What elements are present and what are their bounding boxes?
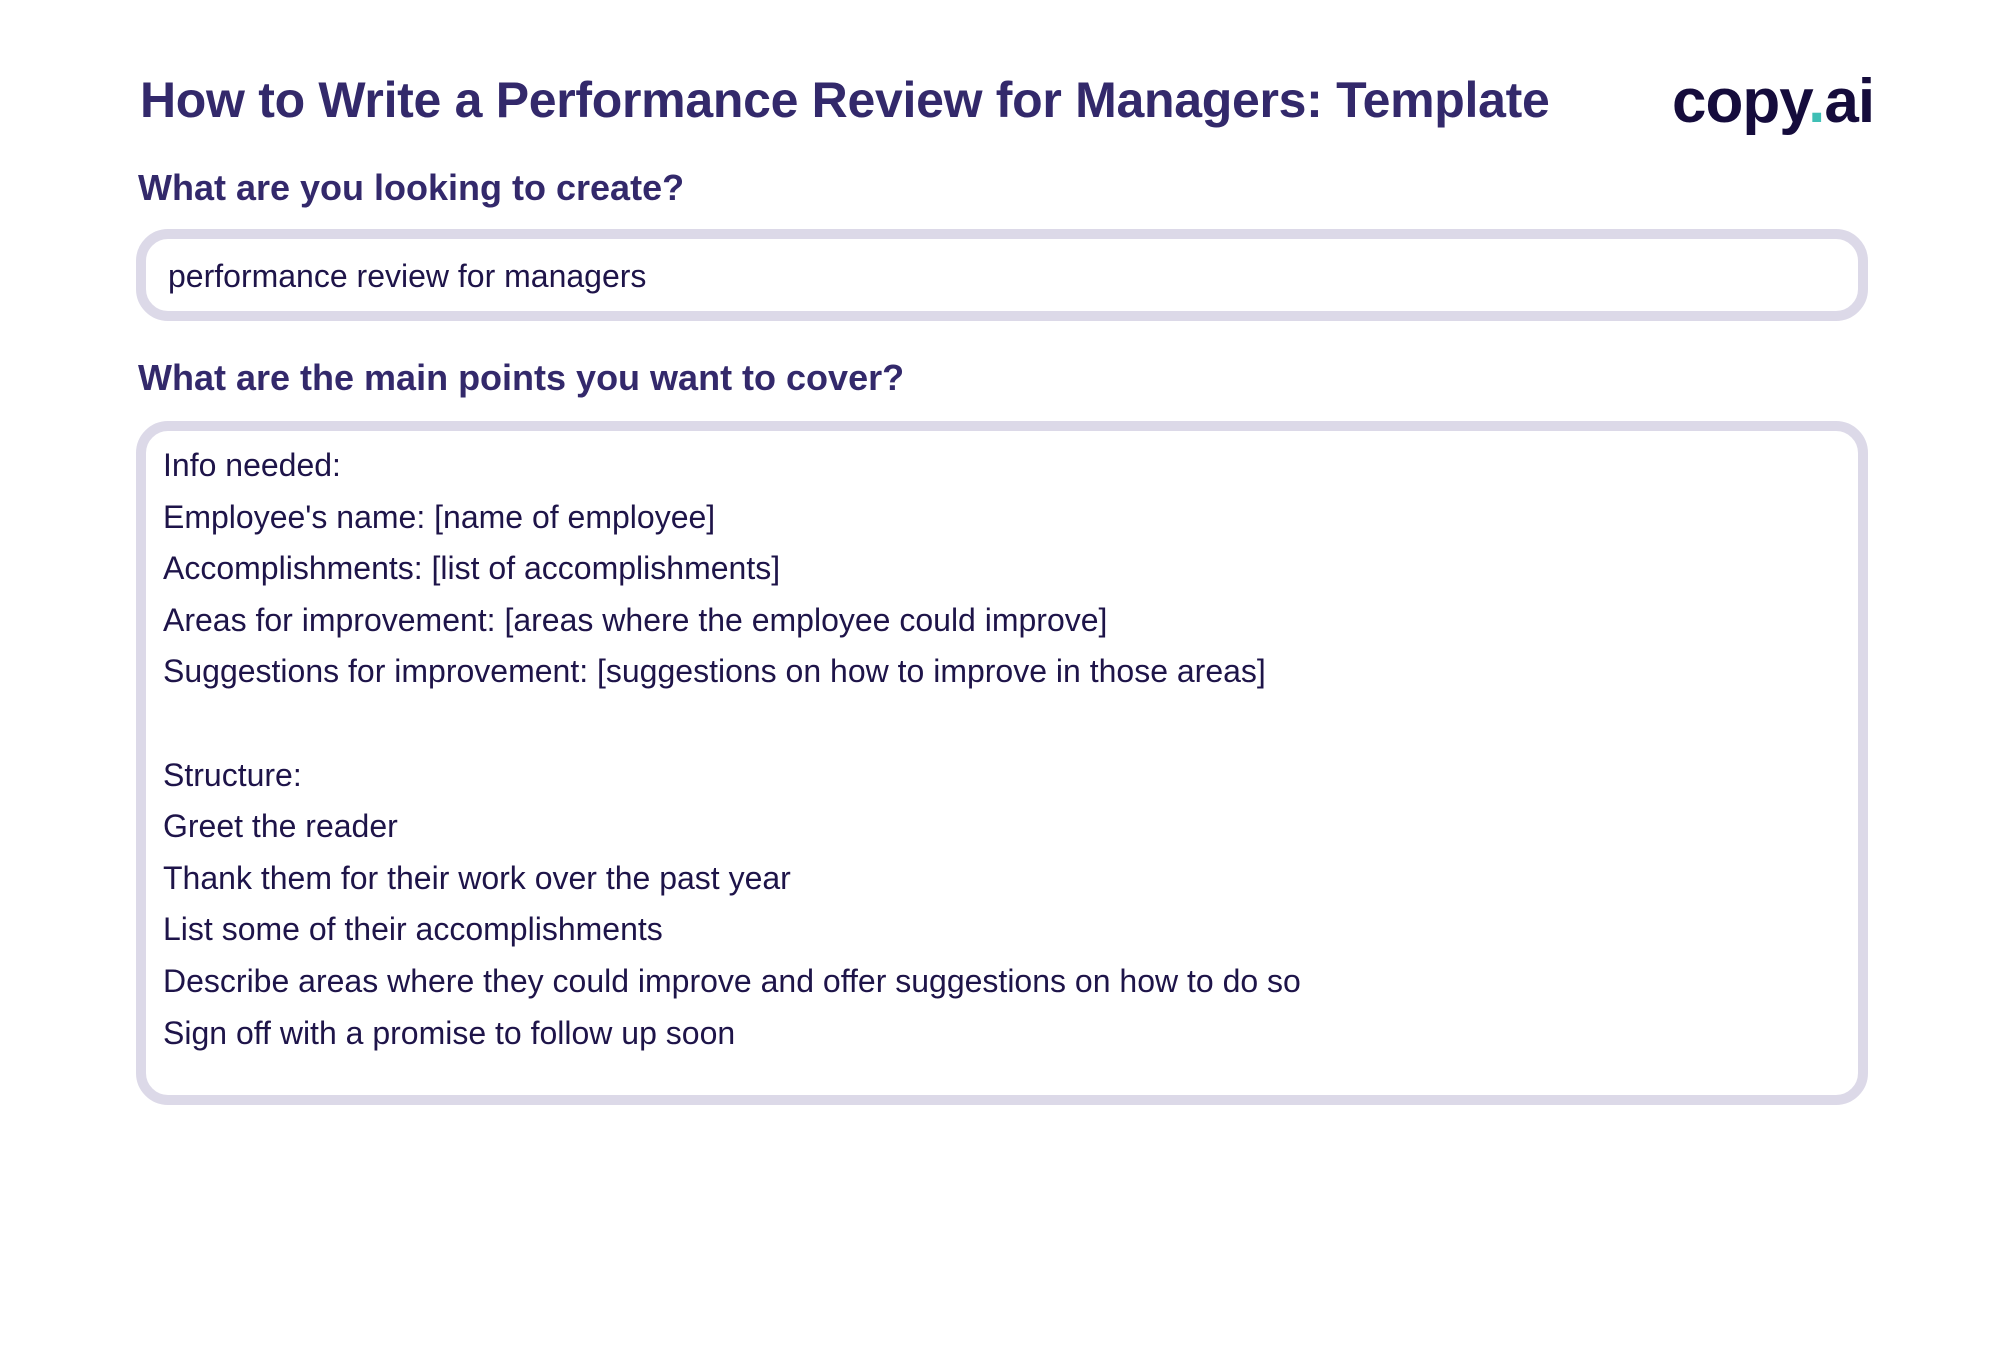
points-line: Accomplishments: [list of accomplishments] <box>163 550 781 587</box>
page-title: How to Write a Performance Review for Managers: Template <box>140 72 1550 128</box>
points-line-blank <box>163 698 1301 750</box>
points-textarea[interactable] <box>136 421 1868 1105</box>
logo-text-copy: copy <box>1672 67 1809 136</box>
points-line: List some of their accomplishments <box>163 911 663 948</box>
create-label: What are you looking to create? <box>138 167 685 208</box>
points-line: Areas for improvement: [areas where the employee could improve] <box>163 601 1108 638</box>
points-line: Thank them for their work over the past year <box>163 859 791 896</box>
points-line: Suggestions for improvement: [suggestions on how to improve in those areas] <box>163 653 1266 690</box>
points-line: Describe areas where they could improve and offer suggestions on how to do so <box>163 962 1301 999</box>
points-line: Info needed: <box>163 447 341 483</box>
points-label: What are the main points you want to cover? <box>138 357 905 398</box>
points-line: Greet the reader <box>163 808 398 845</box>
copy-ai-logo <box>1672 62 1874 142</box>
points-text-lines[interactable] <box>163 440 1301 1059</box>
points-line: Structure: <box>163 756 302 793</box>
logo-dot: . <box>1808 67 1825 136</box>
logo-text-ai: ai <box>1824 67 1875 136</box>
points-line: Employee's name: [name of employee] <box>163 498 716 535</box>
create-input-value[interactable]: performance review for managers <box>168 258 647 294</box>
create-input[interactable] <box>136 229 1868 321</box>
points-line: Sign off with a promise to follow up soon <box>163 1014 736 1051</box>
